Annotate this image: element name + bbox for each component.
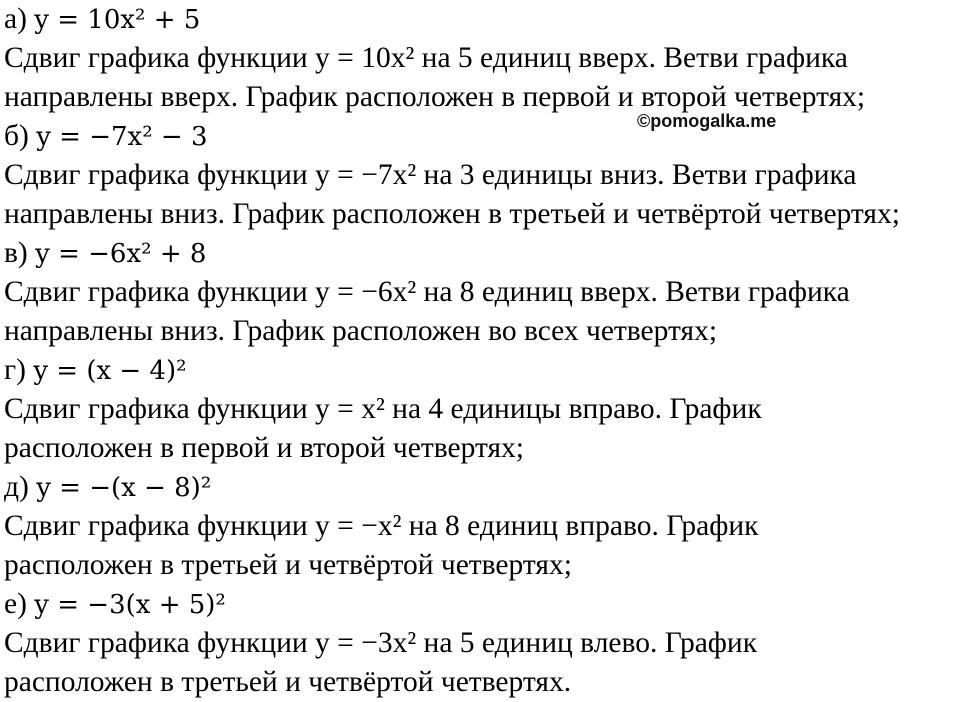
item-formula: y = −6x² + 8	[35, 239, 207, 269]
item-label: б)	[4, 120, 29, 152]
item-formula: y = −(x − 8)²	[36, 473, 212, 503]
item-formula: y = 10x² + 5	[34, 5, 201, 35]
item-formula: y = −7x² − 3	[36, 122, 208, 152]
item-text-line: расположен в третьей и четвёртой четвертях.	[4, 666, 572, 698]
item-text-line: направлены вверх. График расположен в первой и второй четвертях;	[4, 81, 866, 113]
item-heading	[4, 234, 954, 273]
item-heading	[4, 117, 954, 156]
item-text-line: расположен в третьей и четвёртой четвертях;	[4, 549, 572, 581]
item-label: а)	[4, 3, 27, 35]
item-label: г)	[4, 354, 26, 386]
item-heading	[4, 351, 954, 390]
item-label: в)	[4, 237, 28, 269]
item-text-line: направлены вниз. График расположен во всех четвертях;	[4, 315, 718, 347]
item-text-line: Сдвиг графика функции y = −x² на 8 единиц вправо. График	[4, 510, 759, 542]
item-text-line: Сдвиг графика функции y = x² на 4 единицы вправо. График	[4, 393, 762, 425]
item-heading	[4, 468, 954, 507]
item-text-line: Сдвиг графика функции y = 10x² на 5 единиц вверх. Ветви графика	[4, 42, 848, 74]
item-heading	[4, 585, 954, 624]
item-formula: y = −3(x + 5)²	[34, 590, 226, 620]
item-label: д)	[4, 471, 29, 503]
watermark: ©pomogalka.me	[637, 111, 777, 131]
item-text-line: Сдвиг графика функции y = −6x² на 8 единиц вверх. Ветви графика	[4, 276, 850, 308]
item-text-line: Сдвиг графика функции y = −7x² на 3 единицы вниз. Ветви графика	[4, 159, 857, 191]
item-text-line: направлены вниз. График расположен в третьей и четвёртой четвертях;	[4, 198, 900, 230]
item-text-line: расположен в первой и второй четвертях;	[4, 432, 524, 464]
item-heading	[4, 0, 954, 39]
solution-text	[4, 0, 954, 702]
item-text-line: Сдвиг графика функции y = −3x² на 5 единиц влево. График	[4, 627, 758, 659]
item-formula: y = (x − 4)²	[33, 356, 187, 386]
item-label: е)	[4, 588, 27, 620]
